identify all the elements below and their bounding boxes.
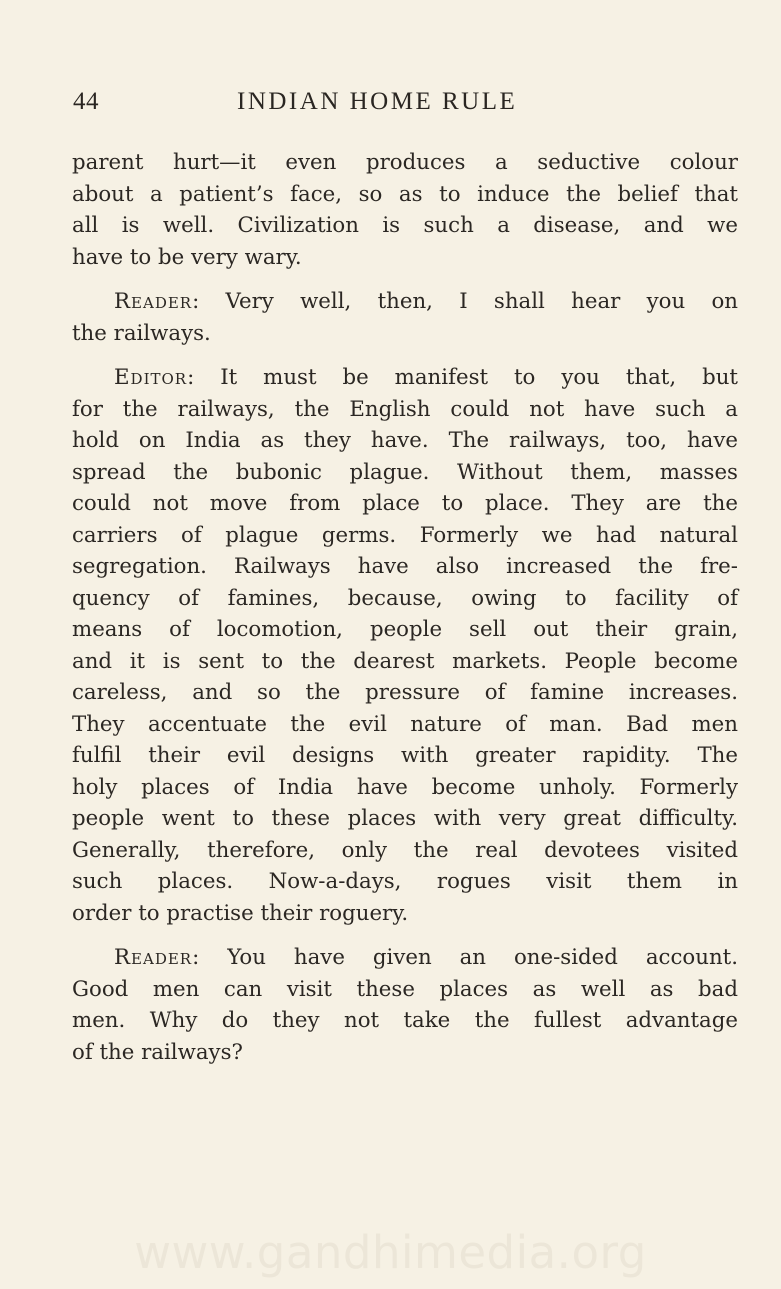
text-line: They accentuate the evil nature of man. Bad men [72, 711, 738, 737]
text-line-first [72, 942, 738, 974]
text-line: about a patient’s face, so as to induce the belief that [72, 181, 738, 207]
text-line: means of locomotion, people sell out their grain, [72, 617, 738, 642]
text-line: Generally, therefore, only the real devotees visited [72, 837, 738, 863]
paragraph-reader-2 [72, 942, 738, 1068]
text-line: for the railways, the English could not have such a [72, 396, 738, 422]
text-line-first [72, 286, 738, 318]
speaker-label: Reader [114, 945, 193, 970]
paragraph-reader-1 [72, 286, 738, 349]
text-line: parent hurt—it even produces a seductive colour [72, 150, 738, 175]
text-line: could not move from place to place. They are the [72, 491, 738, 516]
running-title: INDIAN HOME RULE [237, 88, 518, 115]
text-line: careless, and so the pressure of famine increases. [72, 680, 738, 705]
text-line: have to be very wary. [72, 244, 302, 270]
text-line: such places. Now-a-days, rogues visit them in [72, 869, 738, 894]
text-line: the railways. [72, 320, 211, 346]
text-line-first [72, 362, 738, 394]
text-line: segregation. Railways have also increased the fre- [72, 554, 738, 579]
text-fragment: : It must be manifest to you that, but [187, 365, 738, 390]
text-line: Good men can visit these places as well as bad [72, 976, 738, 1002]
paragraph-editor [72, 362, 738, 929]
speaker-label: Editor [114, 365, 188, 390]
text-line: holy places of India have become unholy. Formerly [72, 774, 738, 800]
page-body [72, 147, 738, 1081]
paragraph-continuation [72, 147, 738, 273]
text-fragment: : Very well, then, I shall hear you on [192, 289, 738, 314]
speaker-label: Reader [114, 289, 193, 314]
text-line: fulfil their evil designs with greater rapidity. The [72, 743, 738, 768]
text-line: carriers of plague germs. Formerly we had natural [72, 522, 738, 548]
text-line: of the railways? [72, 1039, 243, 1065]
text-fragment: : You have given an one-sided account. [192, 945, 738, 970]
page-number: 44 [73, 88, 99, 115]
text-line: hold on India as they have. The railways, too, have [72, 428, 738, 453]
text-line: all is well. Civilization is such a disease, and we [72, 213, 738, 238]
text-line: quency of famines, because, owing to facility of [72, 585, 738, 611]
text-line: spread the bubonic plague. Without them, masses [72, 459, 738, 485]
text-line: order to practise their roguery. [72, 900, 409, 926]
watermark: www.gandhimedia.org [134, 1226, 647, 1279]
text-line: and it is sent to the dearest markets. People become [72, 648, 738, 674]
text-line: people went to these places with very great difficulty. [72, 806, 738, 831]
text-line: men. Why do they not take the fullest advantage [72, 1008, 738, 1033]
